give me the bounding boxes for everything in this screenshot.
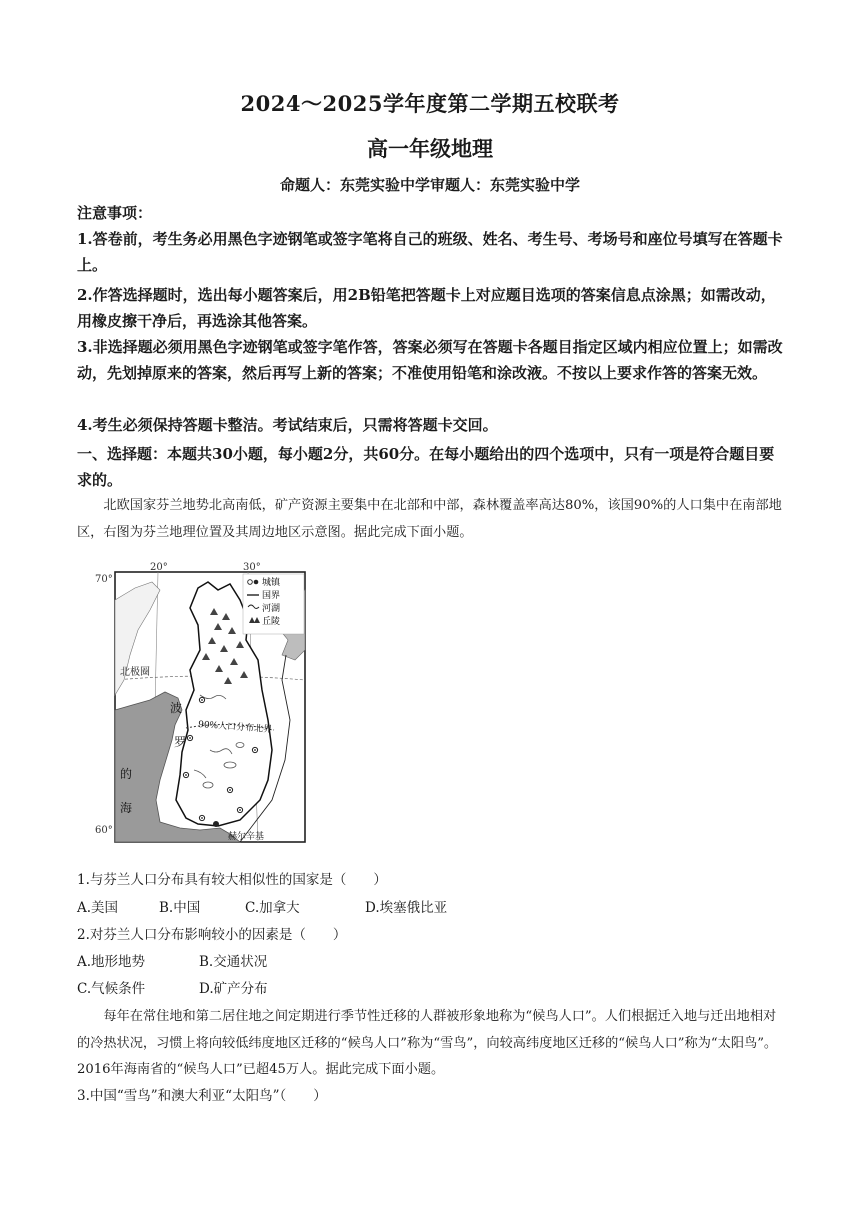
notice-item-3: 3.非选择题必须用黑色字迹钢笔或签字笔作答，答案必须写在答题卡各题目指定区域内相应位置上；如需改动，先划掉原来的答案，然后再写上新的答案；不准使用铅笔和涂改液。不按以上要求作答的答案无效。 (77, 338, 783, 382)
sea-char-2: 罗 (174, 735, 187, 749)
q2-option-c[interactable]: C.气候条件 (77, 981, 146, 997)
q1-option-b[interactable]: B.中国 (159, 900, 201, 916)
q2-option-a[interactable]: A.地形地势 (77, 954, 146, 970)
question-2-stem: 2.对芬兰人口分布影响较小的因素是（ ） (77, 927, 347, 943)
question-1-stem: 1.与芬兰人口分布具有较大相似性的国家是（ ） (77, 872, 387, 888)
helsinki-label: 赫尔辛基 (228, 832, 265, 842)
finland-map (90, 560, 320, 850)
q1-option-c[interactable]: C.加拿大 (245, 900, 300, 916)
q1-option-d[interactable]: D.埃塞俄比亚 (365, 900, 448, 916)
legend-hill-label: 丘陵 (262, 617, 281, 627)
lat-60-label: 60° (95, 825, 113, 836)
question-2-options-row1 (77, 950, 267, 970)
lon-20-label: 20° (150, 562, 168, 573)
sea-char-4: 海 (120, 801, 133, 815)
question-1-options (77, 896, 447, 916)
notice-heading: 注意事项： (77, 204, 153, 222)
q2-option-b[interactable]: B.交通状况 (199, 954, 268, 970)
notice-item-1: 1.答卷前，考生务必用黑色字迹钢笔或签字笔将自己的班级、姓名、考生号、考场号和座位号填写在答题卡上。 (77, 230, 783, 274)
legend-border-label: 国界 (262, 591, 281, 601)
question-3-stem: 3.中国“雪鸟”和澳大利亚“太阳鸟”（ ） (77, 1088, 327, 1104)
notice-item-4: 4.考生必须保持答题卡整洁。考试结束后，只需将答题卡交回。 (77, 416, 498, 434)
notice-item-2: 2.作答选择题时，选出每小题答案后，用2B铅笔把答题卡上对应题目选项的答案信息点涂黑；如需改动，用橡皮擦干净后，再选涂其他答案。 (77, 286, 776, 330)
section-1-heading: 一、选择题：本题共30小题，每小题2分，共60分。在每小题给出的四个选项中，只有一项是符合题目要求的。 (77, 445, 775, 489)
legend-river-lake-label: 河湖 (262, 604, 281, 614)
exam-title: 2024～2025学年度第二学期五校联考 (240, 91, 620, 116)
question-2-options-row2 (77, 977, 268, 997)
helsinki-dot (213, 821, 219, 827)
arctic-circle-label: 北极圈 (120, 667, 150, 678)
passage-1: 北欧国家芬兰地势北高南低，矿产资源主要集中在北部和中部，森林覆盖率高达80%，该国90%的人口集中在南部地区，右图为芬兰地理位置及其周边地区示意图。据此完成下面小题。 (77, 498, 782, 540)
q2-option-d[interactable]: D.矿产分布 (199, 981, 268, 997)
sea-char-3: 的 (120, 767, 133, 781)
sea-char-1: 波 (170, 701, 183, 715)
subject-title: 高一年级地理 (367, 136, 493, 161)
passage-2: 每年在常住地和第二居住地之间定期进行季节性迁移的人群被形象地称为“候鸟人口”。人们根据迁入地与迁出地相对的冷热状况，习惯上将向较低纬度地区迁移的“候鸟人口”称为“雪鸟”，向较高纬度地区迁移的“候鸟人口”称为“太阳鸟”。2016年海南省的“候鸟人口”已超45万人。据此完成下面小题。 (77, 1009, 778, 1077)
lat-70-label: 70° (95, 574, 113, 585)
authors-line: 命题人：东莞实验中学审题人：东莞实验中学 (279, 176, 580, 194)
population-line-label: 90%人口分布北界 (197, 720, 273, 736)
legend-city-label: 城镇 (262, 578, 281, 588)
q1-option-a[interactable]: A.美国 (77, 900, 119, 916)
lon-30-label: 30° (243, 562, 261, 573)
